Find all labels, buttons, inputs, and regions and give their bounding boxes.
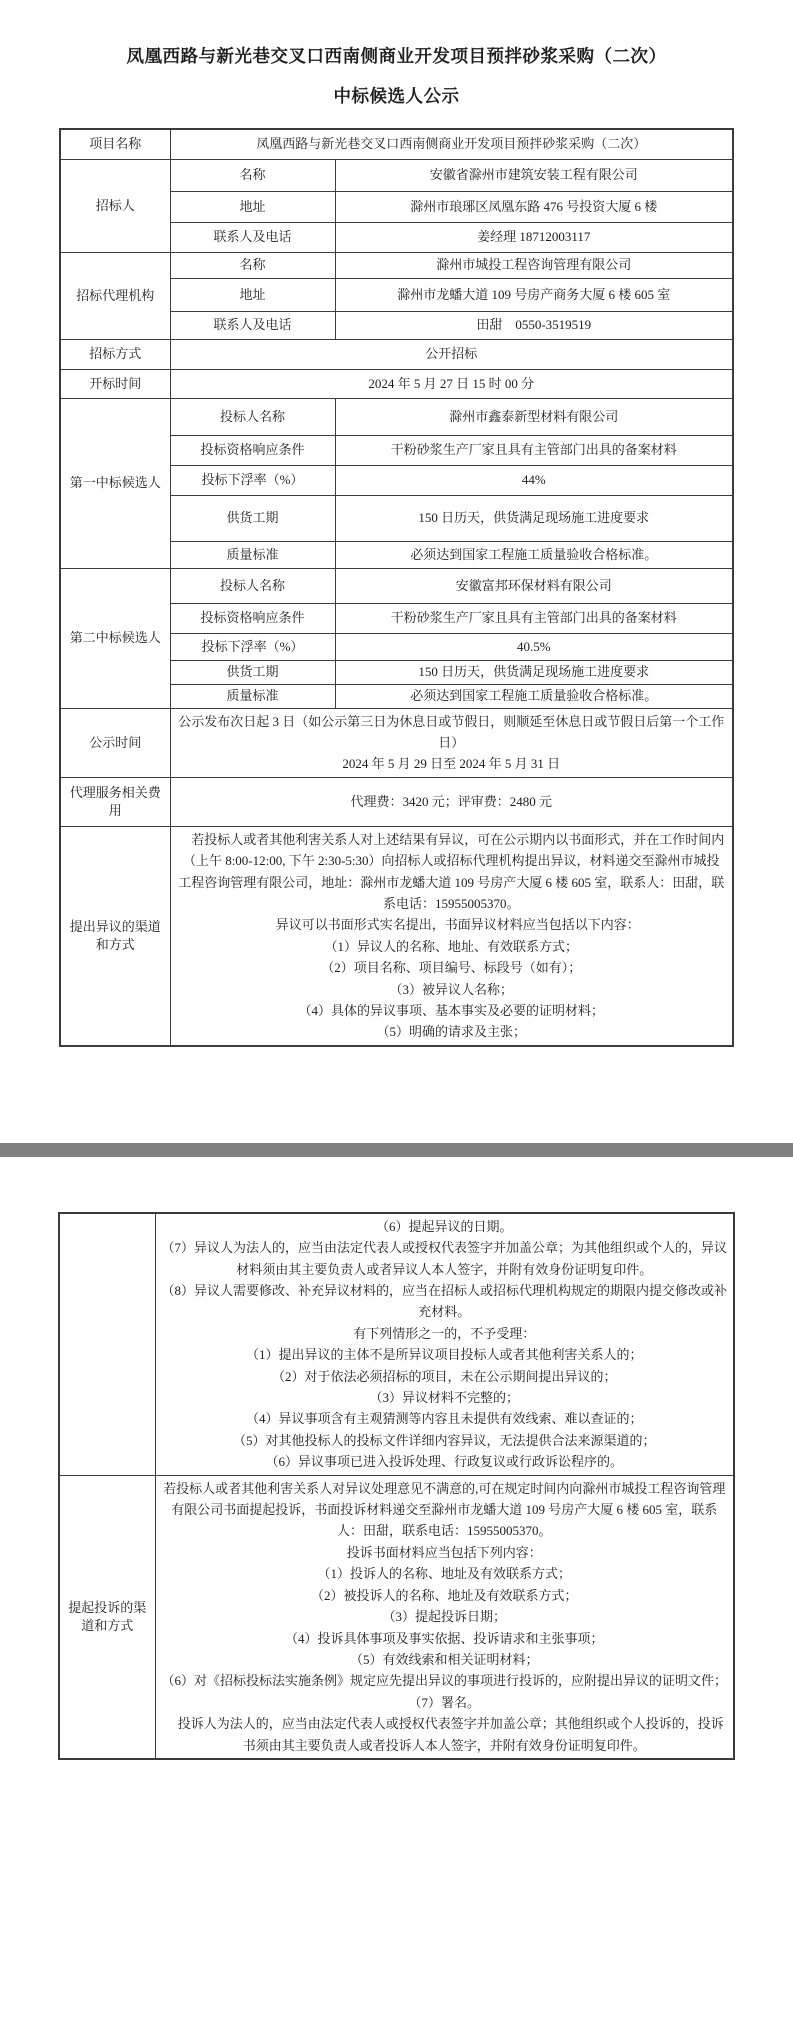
tenderer-address-value: 滁州市琅琊区凤凰东路 476 号投资大厦 6 楼 [335, 191, 733, 222]
candidate1-delivery-label: 供货工期 [170, 495, 335, 541]
open-time-label: 开标时间 [60, 369, 170, 398]
tenderer-name-label: 名称 [170, 159, 335, 191]
text-line: （1）投诉人的名称、地址及有效联系方式； [317, 1566, 571, 1582]
table-row [60, 159, 733, 191]
table-row [60, 568, 733, 603]
text-line: （3）被异议人名称； [389, 981, 513, 997]
text-line: （4）投诉具体事项及事实依据、投诉请求和主张事项； [284, 1630, 604, 1646]
candidate2-quality-label: 质量标准 [170, 684, 335, 708]
text-line: （5）有效线索和相关证明材料； [349, 1651, 539, 1667]
agency-fee-value: 代理费：3420 元；评审费：2480 元 [170, 777, 733, 826]
candidate2-qualification-label: 投标资格响应条件 [170, 603, 335, 633]
candidate1-delivery-value: 150 日历天，供货满足现场施工进度要求 [335, 495, 733, 541]
agency-fee-label: 代理服务相关费用 [60, 777, 170, 826]
agency-address-label: 地址 [170, 278, 335, 311]
text-line: （3）提起投诉日期； [382, 1609, 506, 1625]
complaint-channel-label: 提起投诉的渠道和方式 [59, 1475, 155, 1759]
table-row [60, 339, 733, 369]
table-row [60, 826, 733, 1046]
text-line: 2024 年 5 月 29 日至 2024 年 5 月 31 日 [342, 756, 561, 772]
candidate2-delivery-label: 供货工期 [170, 660, 335, 684]
objection-channel-value [170, 826, 733, 1046]
candidate1-name-label: 投标人名称 [170, 398, 335, 435]
project-name-label: 项目名称 [60, 129, 170, 159]
tenderer-contact-label: 联系人及电话 [170, 222, 335, 252]
page-title [0, 0, 793, 116]
text-line: （2）项目名称、项目编号、标段号（如有）； [321, 960, 582, 976]
text-line: （6）对《招标投标法实施条例》规定应先提出异议的事项进行投诉的，应附提出异议的证明文件； [161, 1673, 728, 1689]
text-line: （7）署名。 [408, 1694, 480, 1710]
table-row [60, 398, 733, 435]
text-line: 投诉人为法人的，应当由法定代表人或授权代表签字并加盖公章；其他组织或个人投诉的，投诉书须由其主要负责人或者投诉人本人签字，并附有效身份证明复印件。 [164, 1716, 724, 1753]
agency-contact-label: 联系人及电话 [170, 311, 335, 339]
table-row [60, 708, 733, 777]
text-line: （4）具体的异议事项、基本事实及必要的证明材料； [298, 1002, 604, 1018]
table-row [60, 777, 733, 826]
candidate1-discount-value: 44% [335, 465, 733, 495]
table-row [60, 129, 733, 159]
text-line: 有下列情形之一的，不予受理： [353, 1325, 536, 1341]
notice-table-page2 [58, 1212, 735, 1760]
candidate2-delivery-value: 150 日历天，供货满足现场施工进度要求 [335, 660, 733, 684]
candidate1-name-value: 滁州市鑫泰新型材料有限公司 [335, 398, 733, 435]
candidate1-quality-label: 质量标准 [170, 541, 335, 568]
objection-continued-value [155, 1213, 734, 1475]
candidate2-name-value: 安徽富邦环保材料有限公司 [335, 568, 733, 603]
complaint-channel-value [155, 1475, 734, 1759]
table-row [59, 1213, 734, 1475]
text-line: （6）异议事项已进入投诉处理、行政复议或行政诉讼程序的。 [265, 1454, 623, 1470]
method-label: 招标方式 [60, 339, 170, 369]
tenderer-name-value: 安徽省滁州市建筑安装工程有限公司 [335, 159, 733, 191]
candidate1-qualification-label: 投标资格响应条件 [170, 435, 335, 465]
text-line: 异议可以书面形式实名提出，书面异议材料应当包括以下内容： [262, 917, 640, 933]
notice-table-page1 [59, 128, 734, 1047]
candidate2-qualification-value: 干粉砂浆生产厂家且具有主管部门出具的备案材料 [335, 603, 733, 633]
text-line: （5）明确的请求及主张； [376, 1024, 526, 1040]
text-line: （2）对于依法必须招标的项目，未在公示期间提出异议的； [271, 1368, 617, 1384]
publicity-time-value [170, 708, 733, 777]
agency-address-value: 滁州市龙蟠大道 109 号房产商务大厦 6 楼 605 室 [335, 278, 733, 311]
candidate2-quality-value: 必须达到国家工程施工质量验收合格标准。 [335, 684, 733, 708]
open-time-value: 2024 年 5 月 27 日 15 时 00 分 [170, 369, 733, 398]
page-separator [0, 1143, 793, 1157]
text-line: 若投标人或者其他利害关系人对异议处理意见不满意的,可在规定时间内向滁州市城投工程咨询管理有限公司书面提起投诉，书面投诉材料递交至滁州市龙蟠大道 109 号房产大厦 6 楼 605 室，联系人：田甜，联系电话：15955005370。 [163, 1480, 726, 1539]
text-line: （5）对其他投标人的投标文件详细内容异议，无法提供合法来源渠道的； [232, 1432, 656, 1448]
candidate1-qualification-value: 干粉砂浆生产厂家且具有主管部门出具的备案材料 [335, 435, 733, 465]
text-line: （2）被投诉人的名称、地址及有效联系方式； [310, 1587, 578, 1603]
page-title-line2: 中标候选人公示 [333, 86, 460, 106]
bottom-whitespace [0, 1760, 793, 2020]
text-line: 若投标人或者其他利害关系人对上述结果有异议，可在公示期内以书面形式，并在工作时间内（上午 8:00-12:00, 下午 2:30-5:30）向招标人或招标代理机构提出异议，材料递交至滁州市城投工程咨询管理有限公司，地址：滁州市龙蟠大道 109 号房产大厦 6 楼 605 室，联系人：田甜，联系电话：15955005370。 [178, 831, 725, 911]
table-row [60, 252, 733, 278]
candidate2-name-label: 投标人名称 [170, 568, 335, 603]
candidate1-discount-label: 投标下浮率（%） [170, 465, 335, 495]
text-line: （3）异议材料不完整的； [369, 1390, 519, 1406]
text-line: （7）异议人为法人的，应当由法定代表人或授权代表签字并加盖公章；为其他组织或个人的，异议材料须由其主要负责人或者异议人本人签字，并附有效身份证明复印件。 [161, 1240, 728, 1277]
table-row [59, 1475, 734, 1759]
tenderer-address-label: 地址 [170, 191, 335, 222]
publicity-time-label: 公示时间 [60, 708, 170, 777]
project-name-value: 凤凰西路与新光巷交叉口西南侧商业开发项目预拌砂浆采购（二次） [170, 129, 733, 159]
text-line: （4）异议事项含有主观猜测等内容且未提供有效线索、难以查证的； [245, 1411, 643, 1427]
text-line: （1）提出异议的主体不是所异议项目投标人或者其他利害关系人的； [245, 1347, 643, 1363]
table-row [60, 369, 733, 398]
agency-name-value: 滁州市城投工程咨询管理有限公司 [335, 252, 733, 278]
candidate2-discount-value: 40.5% [335, 633, 733, 660]
tenderer-contact-value: 姜经理 18712003117 [335, 222, 733, 252]
page-title-line1: 凤凰西路与新光巷交叉口西南侧商业开发项目预拌砂浆采购（二次） [126, 46, 667, 66]
text-line: （8）异议人需要修改、补充异议材料的，应当在招标人或招标代理机构规定的期限内提交修改或补充材料。 [161, 1283, 728, 1320]
candidate2-discount-label: 投标下浮率（%） [170, 633, 335, 660]
text-line: 投诉书面材料应当包括下列内容： [346, 1544, 542, 1560]
text-line: 公示发布次日起 3 日（如公示第三日为休息日或节假日，则顺延至休息日或节假日后第一个工作日） [178, 713, 725, 750]
tenderer-label: 招标人 [60, 159, 170, 252]
agency-label: 招标代理机构 [60, 252, 170, 339]
candidate2-label: 第二中标候选人 [60, 568, 170, 708]
method-value: 公开招标 [170, 339, 733, 369]
objection-channel-label: 提出异议的渠道和方式 [60, 826, 170, 1046]
candidate1-quality-value: 必须达到国家工程施工质量验收合格标准。 [335, 541, 733, 568]
text-line: （6）提起异议的日期。 [375, 1218, 513, 1234]
agency-name-label: 名称 [170, 252, 335, 278]
objection-continued-label [59, 1213, 155, 1475]
agency-contact-value: 田甜 0550-3519519 [335, 311, 733, 339]
candidate1-label: 第一中标候选人 [60, 398, 170, 568]
text-line: （1）异议人的名称、地址、有效联系方式； [324, 938, 578, 954]
